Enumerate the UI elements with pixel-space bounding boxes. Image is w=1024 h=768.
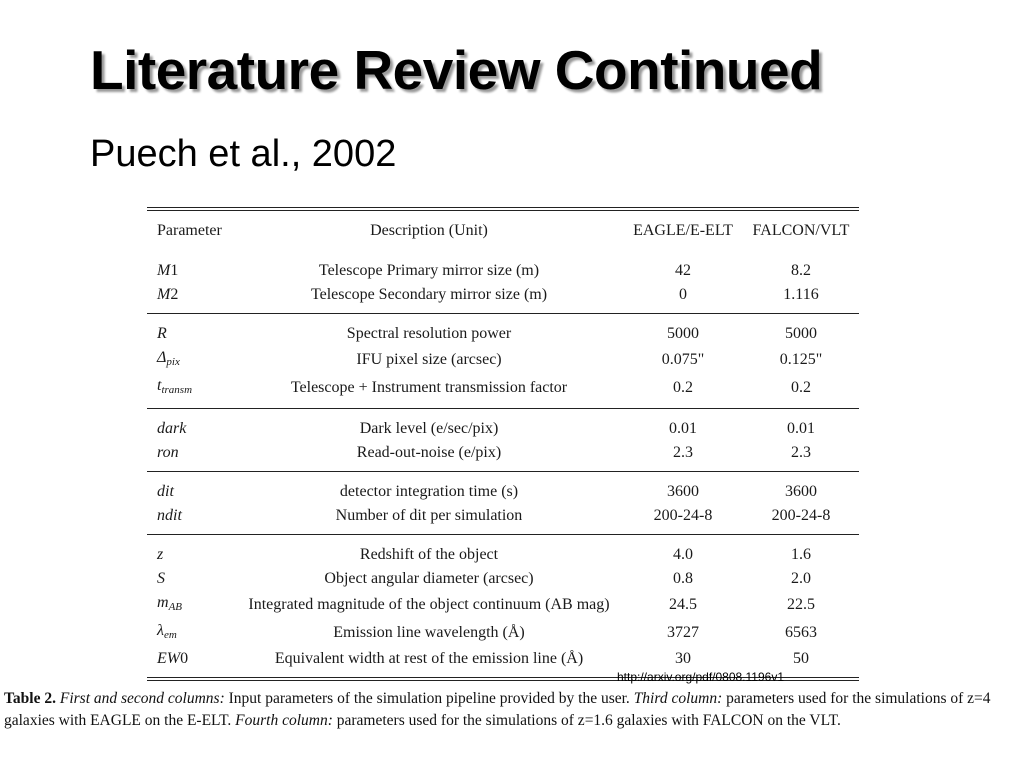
cell-eagle-value: 0.2 [673,379,693,396]
cell-falcon-value: 3600 [785,483,817,500]
table-row [147,283,859,314]
cell-parameter [147,346,235,374]
cell-falcon-value: 1.116 [783,286,819,303]
parameter-symbol: dit [157,483,174,500]
cell-parameter [147,314,235,346]
table-row [147,535,859,567]
parameter-subscript: AB [168,601,183,613]
parameter-symbol: m [157,594,169,611]
parameter-symbol: EW [157,650,181,667]
table-row [147,591,859,619]
header-eagle: EAGLE/E-ELT [633,222,733,239]
cell-parameter [147,567,235,591]
parameter-subscript: em [163,629,177,641]
cell-description: Telescope Primary mirror size (m) [318,262,540,279]
header-parameter: Parameter [157,222,222,239]
cell-description: IFU pixel size (arcsec) [356,351,502,368]
caption-label: Table 2. [4,690,56,707]
slide-subtitle: Puech et al., 2002 [90,133,397,175]
table-row [147,346,859,374]
cell-description: Spectral resolution power [346,325,512,342]
caption-first-text: Input parameters of the simulation pipeline provided by the user. [224,690,634,707]
caption-first-em: First and second columns: [59,690,225,707]
cell-eagle-value: 3727 [667,624,699,641]
cell-description: Number of dit per simulation [335,507,523,524]
cell-parameter [147,251,235,283]
cell-parameter [147,504,235,535]
cell-falcon-value: 2.0 [791,570,811,587]
cell-eagle-value: 0.8 [673,570,693,587]
cell-description: Dark level (e/sec/pix) [359,420,499,437]
caption-fourth-em: Fourth column: [235,712,333,729]
cell-eagle-value: 0.01 [669,420,697,437]
cell-parameter [147,535,235,567]
cell-parameter [147,441,235,472]
cell-eagle-value: 200-24-8 [653,507,713,524]
table-row [147,441,859,472]
parameter-subscript: transm [161,384,193,396]
table-row [147,619,859,647]
parameter-symbol: λ [157,622,164,639]
cell-description: Redshift of the object [359,546,499,563]
cell-eagle-value: 0 [679,286,687,303]
table-row [147,567,859,591]
cell-falcon-value: 22.5 [787,596,815,613]
parameter-tail: 1 [170,262,179,279]
parameter-symbol: M [157,286,171,303]
cell-parameter [147,647,235,677]
cell-eagle-value: 2.3 [673,444,693,461]
cell-falcon-value: 5000 [785,325,817,342]
table [147,211,859,677]
cell-description: Equivalent width at rest of the emission line (Å) [274,650,584,667]
cell-falcon-value: 0.01 [787,420,815,437]
cell-falcon-value: 0.125" [779,351,823,368]
cell-eagle-value: 42 [675,262,691,279]
caption-fourth-text: parameters used for the simulations of z=1.6 galaxies with FALCON on the VLT. [332,712,841,729]
cell-description: Telescope + Instrument transmission factor [290,379,568,396]
parameter-table [147,207,859,681]
cell-parameter [147,472,235,504]
table-row [147,409,859,441]
table-row [147,374,859,409]
parameter-symbol: dark [157,420,187,437]
cell-parameter [147,283,235,314]
caption-third-em: Third column: [633,690,723,707]
cell-eagle-value: 4.0 [673,546,693,563]
cell-description: Read-out-noise (e/pix) [356,444,502,461]
cell-description: Emission line wavelength (Å) [333,624,525,641]
cell-falcon-value: 50 [793,650,809,667]
cell-description: Telescope Secondary mirror size (m) [310,286,548,303]
table-row [147,472,859,504]
header-description: Description (Unit) [370,222,488,239]
table-row [147,314,859,346]
cell-falcon-value: 1.6 [791,546,811,563]
cell-eagle-value: 24.5 [669,596,697,613]
table-caption [4,688,1016,732]
cell-parameter [147,619,235,647]
parameter-tail: 2 [170,286,179,303]
cell-description: Integrated magnitude of the object continuum (AB mag) [248,596,610,613]
table-row [147,251,859,283]
cell-eagle-value: 3600 [667,483,699,500]
cell-parameter [147,591,235,619]
cell-eagle-value: 5000 [667,325,699,342]
caption-third-text: parameters used for the simulations of z=4 galaxies with EAGLE on the E-ELT. [4,690,991,729]
cell-falcon-value: 0.2 [791,379,811,396]
cell-falcon-value: 200-24-8 [771,507,831,524]
parameter-symbol: ron [157,444,179,461]
cell-falcon-value: 6563 [785,624,817,641]
table-body [147,251,859,677]
source-url[interactable]: http://arxiv.org/pdf/0808.1196v1 [617,670,784,684]
parameter-symbol: ndit [157,507,182,524]
cell-eagle-value: 0.075" [661,351,705,368]
cell-eagle-value: 30 [675,650,691,667]
parameter-symbol: t [157,377,162,394]
cell-falcon-value: 8.2 [791,262,811,279]
parameter-subscript: pix [166,356,180,368]
parameter-symbol: z [157,546,164,563]
table-header-row [147,211,859,251]
parameter-symbol: Δ [157,349,167,366]
cell-description: detector integration time (s) [339,483,519,500]
header-falcon: FALCON/VLT [752,222,850,239]
parameter-symbol: S [157,570,165,587]
parameter-tail: 0 [180,650,189,667]
cell-falcon-value: 2.3 [791,444,811,461]
parameter-symbol: R [157,325,167,342]
slide-title: Literature Review Continued [90,39,823,101]
parameter-symbol: M [157,262,171,279]
cell-description: Object angular diameter (arcsec) [324,570,534,587]
cell-parameter [147,374,235,409]
table-row [147,504,859,535]
cell-parameter [147,409,235,441]
